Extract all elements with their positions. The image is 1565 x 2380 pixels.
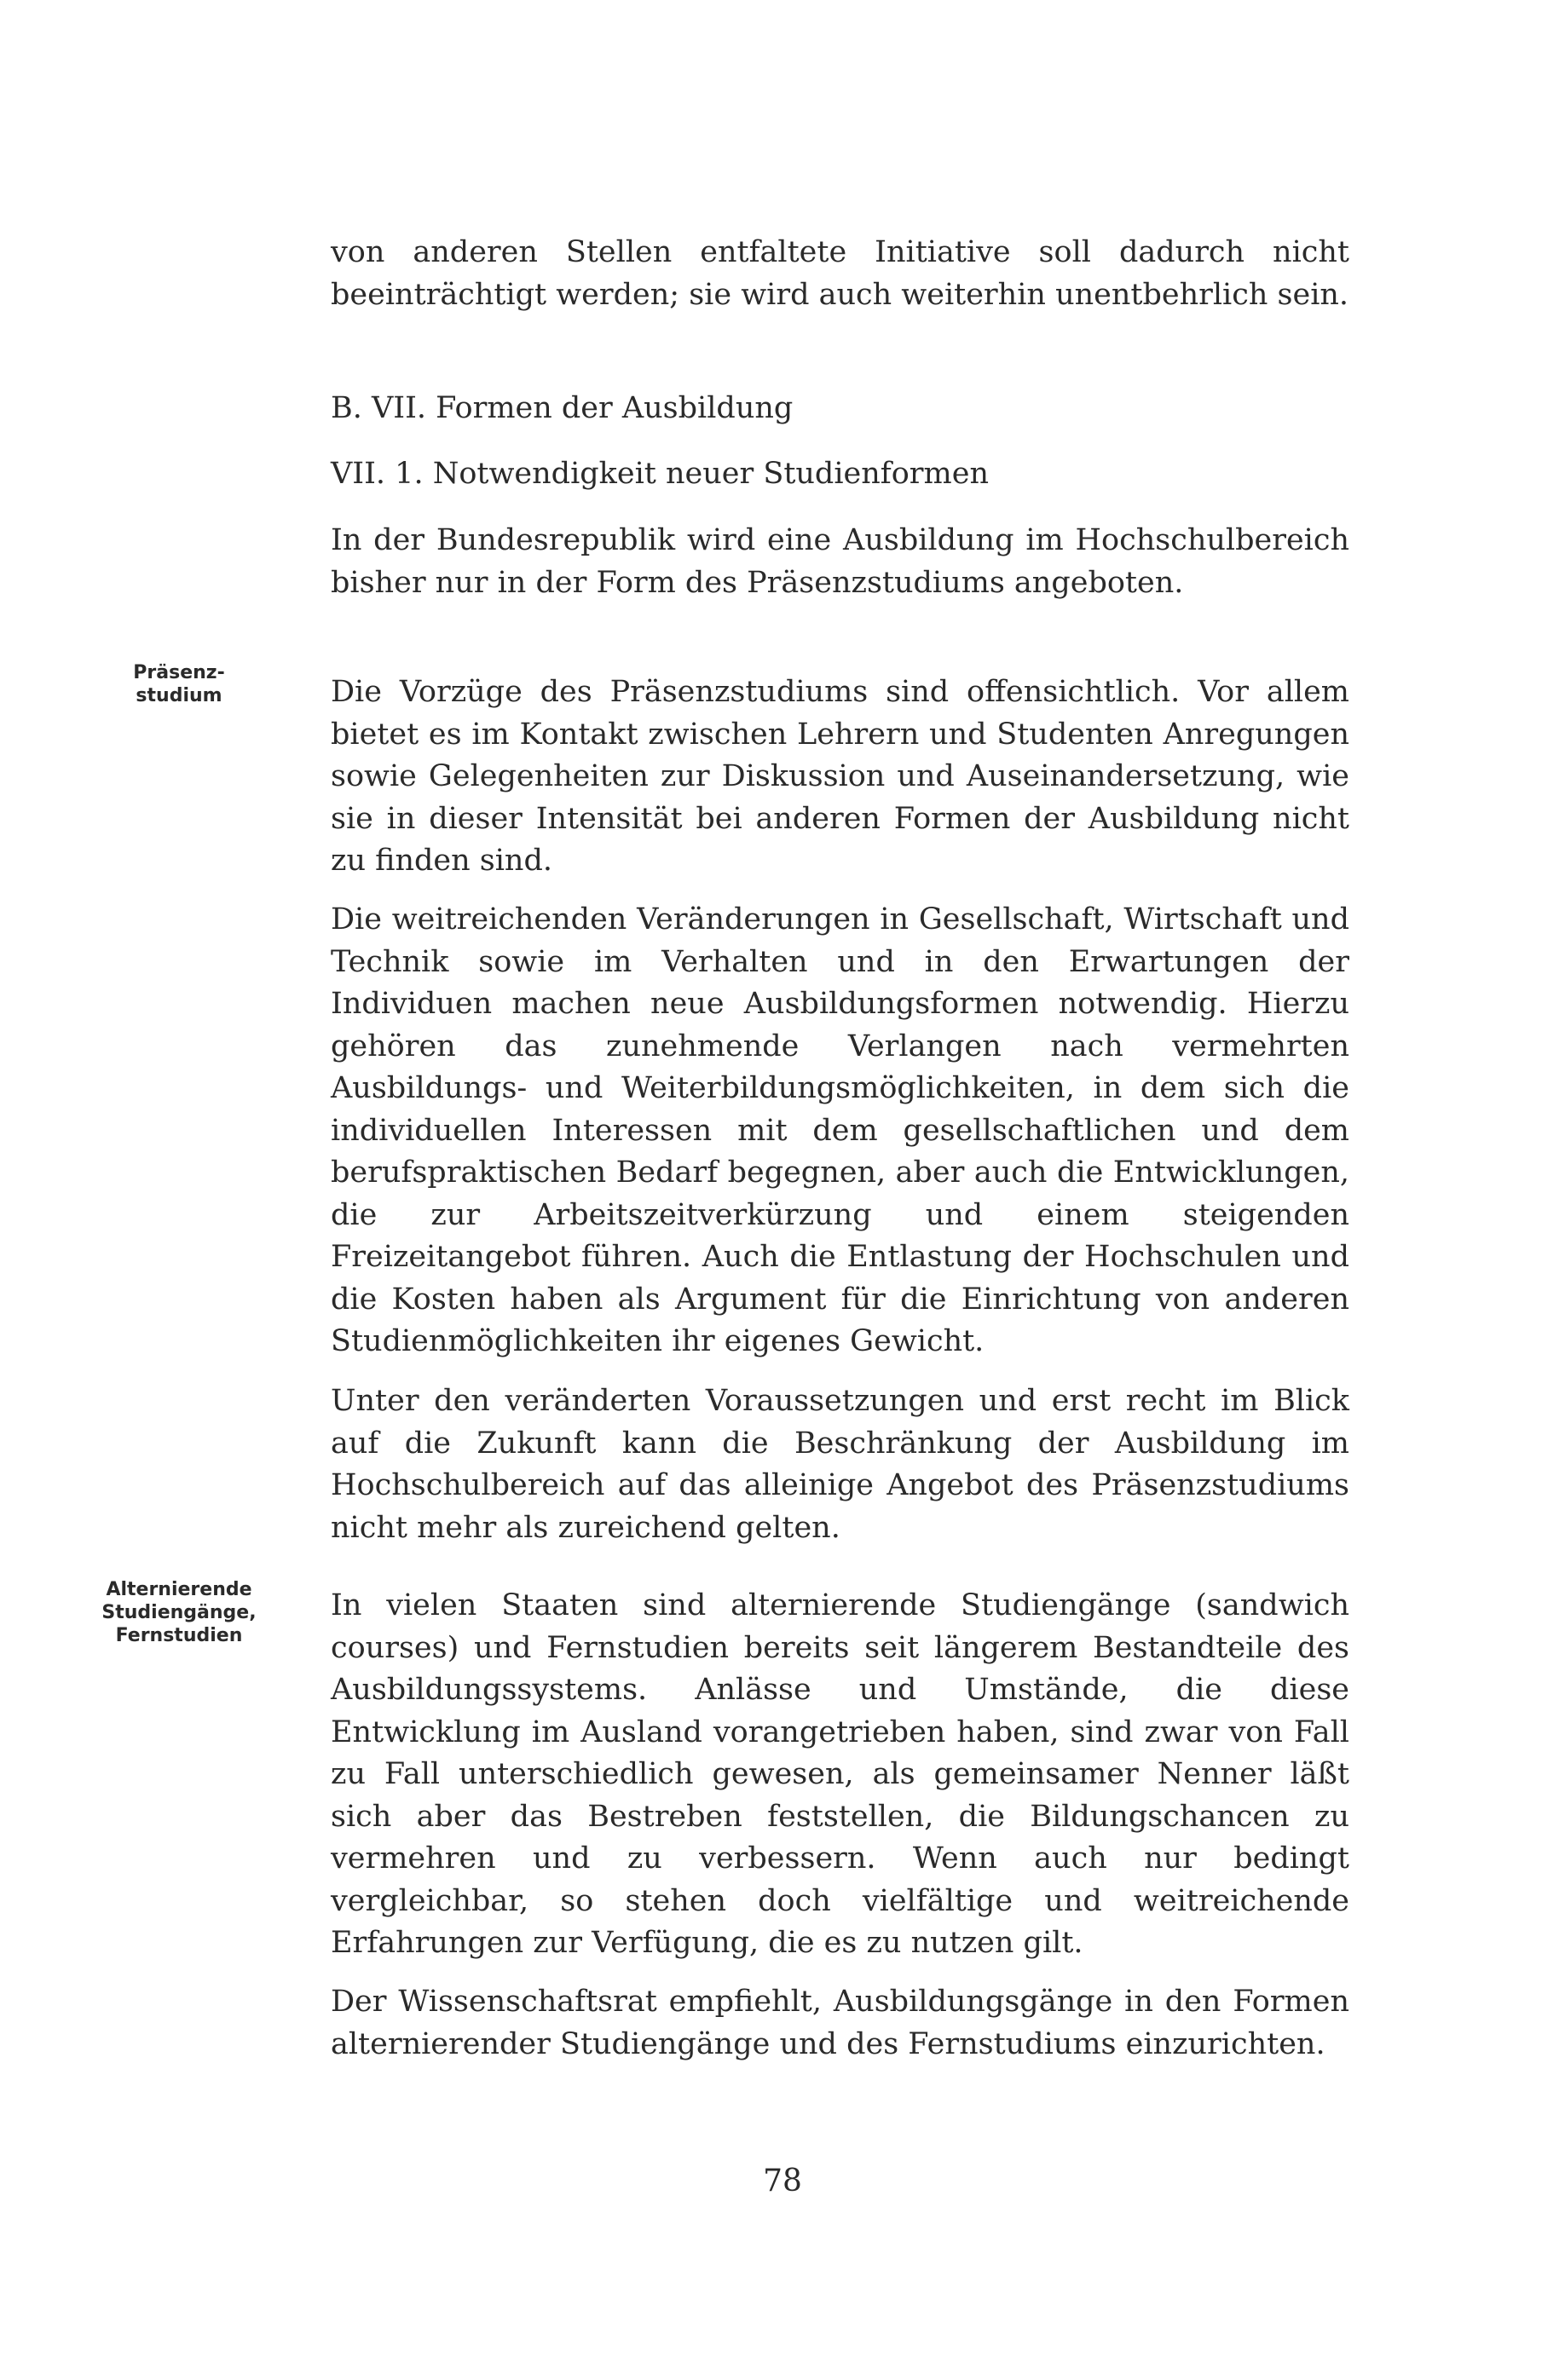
paragraph-veraenderungen: Die weitreichenden Veränderungen in Gesellschaft, Wirtschaft und Technik sowie im Verhalten und in den Erwartungen der Individuen machen neue Ausbildungsformen notwendig. Hierzu gehören das zunehmende Verlangen nach vermehrten Ausbildungs- und Weiterbildungsmöglichkeiten, in dem sich die individuellen Interessen mit dem gesellschaftlichen und dem berufspraktischen Bedarf begegnen, aber auch die Entwicklungen, die zur Arbeitszeitverkürzung und einem steigenden Freizeitangebot führen. Auch die Entlastung der Hochschulen und die Kosten haben als Argument für die Einrichtung von anderen Studienmöglichkeiten ihr eigenes Gewicht.: [331, 902, 1349, 1358]
margin-note-line: Alternierende: [106, 1579, 252, 1600]
margin-note-line: Fernstudien: [115, 1625, 243, 1646]
paragraph-voraussetzungen: Unter den veränderten Voraussetzungen und erst recht im Blick auf die Zukunft kann die Beschränkung der Ausbildung im Hochschulbereich auf das alleinige Angebot des Präsenzstudiums nicht mehr als zureichend gelten.: [331, 1384, 1349, 1545]
section-heading: B. VII. Formen der Ausbildung: [331, 391, 794, 425]
paragraph-staaten: In vielen Staaten sind alternierende Studiengänge (sandwich courses) und Fernstudien bereits seit längerem Bestandteile des Ausbildungssystems. Anlässe und Umstände, die diese Entwicklung im Ausland vorangetrieben haben, sind zwar von Fall zu Fall unterschiedlich gewesen, als gemeinsamer Nenner läßt sich aber das Bestreben feststellen, die Bildungschancen zu vermehren und zu verbessern. Wenn auch nur bedingt vergleichbar, so stehen doch vielfältige und weitreichende Erfahrungen zur Verfügung, die es zu nutzen gilt.: [331, 1588, 1349, 1960]
paragraph-bundesrepublik: In der Bundesrepublik wird eine Ausbildung im Hochschulbereich bisher nur in der Form des Präsenzstudiums angeboten.: [331, 523, 1349, 600]
paragraph-empfehlung: Der Wissenschaftsrat empfiehlt, Ausbildungsgänge in den Formen alternierender Studiengänge und des Fernstudiums einzurichten.: [331, 1985, 1349, 2061]
paragraph-vorzuege: Die Vorzüge des Präsenzstudiums sind offensichtlich. Vor allem bietet es im Kontakt zwischen Lehrern und Studenten Anregungen sowie Gelegenheiten zur Diskussion und Auseinandersetzung, wie sie in dieser Intensität bei anderen Formen der Ausbildung nicht zu finden sind.: [331, 675, 1349, 878]
margin-note-line: Studiengänge,: [101, 1602, 257, 1623]
margin-note-alternierende-studiengaenge: [77, 1578, 281, 1647]
paragraph-intro: von anderen Stellen entfaltete Initiative soll dadurch nicht beeinträchtigt werden; sie wird auch weiterhin unentbehrlich sein.: [331, 235, 1349, 312]
margin-note-line: Präsenz-: [133, 662, 225, 683]
subsection-heading: VII. 1. Notwendigkeit neuer Studienformen: [331, 457, 989, 491]
page-number: 78: [763, 2164, 802, 2198]
margin-note-line: studium: [136, 685, 222, 706]
margin-note-praesenzstudium: [77, 661, 281, 707]
